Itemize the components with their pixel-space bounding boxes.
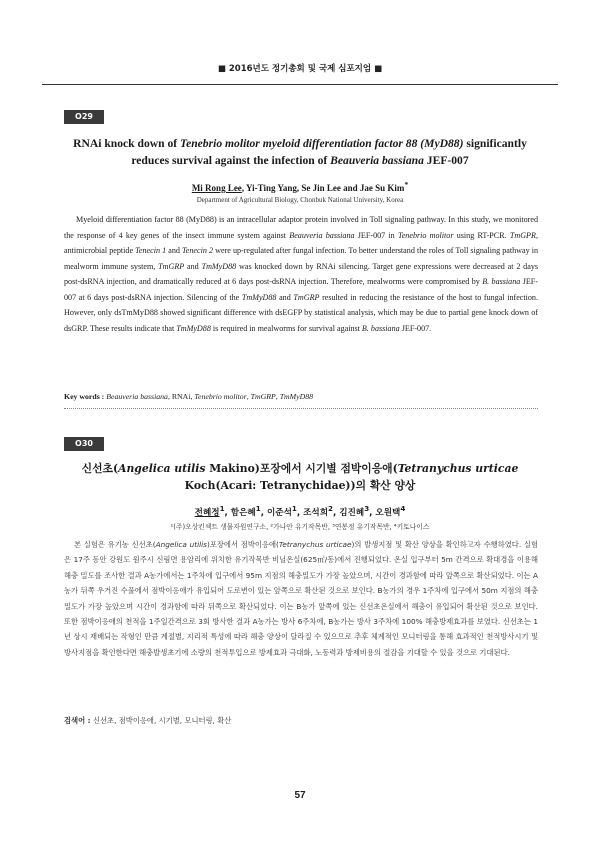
paper-authors: Mi Rong Lee, Yi-Ting Yang, Se Jin Lee and Jae Su Kim* <box>191 180 409 193</box>
paper-keywords <box>64 716 538 726</box>
keywords-list: 신선초, 점박이응애, 시기별, 모니터링, 확산 <box>92 716 232 725</box>
paper-authors: 전혜정$^1$, 함은혜$^1$, 이준석$^1$, 조석희$^2$, 김진혜$^3$, 오원택$^4$ <box>194 504 406 518</box>
paper-keywords <box>64 392 538 401</box>
paper-abstract: Myeloid differentiation factor 88 (MyD88) is an intracellular adaptor protein involved in Toll signaling pathway. In this study, we monitored the response of 4 key genes of the insect immune system against Beauveria bassiana JEF-007 in Tenebrio molitor using RT-PCR. TmGPR, antimicrobial peptide Tenecin 1 and Tenecin 2 were up-regulated after fungal infection. To better understand the roles of Toll signaling pathway in mealworm immune system, TmGRP and TmMyD88 was knocked down by RNAi silencing. Target gene expressions were decreased at 2 days post-dsRNA injection, and dramatically reduced at 6 days post-dsRNA injection. Therefore, mealworms were compromised by B. bassiana JEF-007 at 6 days post-dsRNA injection. Silencing of the TmMyD88 and TmGRP resulted in reducing the resistance of the host to fungal infection. However, only dsTmMyD88 showed significant difference with dsEGFP by statistical analysis, which may be due to partial gene knock down of dsGRP. These results indicate that TmMyD88 is required in mealworms for survival against B. bassiana JEF-007. <box>64 215 539 333</box>
keywords-label: Key words : <box>64 392 105 401</box>
page-header: ■ 2016년도 정기총회 및 국제 심포지엄 ■ <box>217 64 383 74</box>
paper-affiliation: ¹(주)오상킨섹트 생물자원연구소, ²가나안 유기작목반, ³연봉정 유기작목반, ⁴키토나이스 <box>170 523 430 531</box>
paper-abstract: 본 실험은 유기농 신선초(Angelica utilis)포장에서 점박이응애(Tetranychus urticae)의 발생지점 및 확산 양상을 확인하고자 수행하였다. 실험은 17주 동안 강원도 원주시 신림면 용암리에 위치한 유기작목반 비닐온실(625㎡/동)에서 진행되었다. 온실 입구부터 5m 간격으로 확대경을 이용해 해충 밀도를 조사한 결과 A농가에서는 1주차에 입구에서 95m 지점의 해충밀도가 가장 높았으며, 시간이 경과함에 따라 앞쪽으로 확산되었다. 이는 A농가 뒤쪽 우거진 수풀에서 점박이응애가 유입되어 도로변이 있는 앞쪽으로 확산된 것으로 보인다. B농가의 경우 1주차에 입구에서 50m 지점의 해충밀도가 가장 높았으며 시간이 경과함에 따라 뒤쪽으로 확산되었다. 이는 B농가 앞쪽에 있는 신선초온실에서 해충이 유입되어 확산된 것으로 보인다. 또한 점박이응애의 천적을 1주일간격으로 3회 방사한 결과 A농가는 방사 6주차에, B농가는 방사 3주차에 100% 해충방제효과를 보였다. 신선초는 1년 상시 재배되는 작형인 만큼 계절별, 지리적 특성에 따라 해충 양상이 달라질 수 있으므로 추후 체계적인 모니터링을 통해 효과적인 천적방사시기 및 방사지점을 확인한다면 해충발생초기에 소량의 천적투입으로 방제효과 극대화, 노동력과 방제비용의 절감을 기대할 수 있을 것으로 기대된다. <box>64 540 539 657</box>
keywords-label: 검색어 : <box>64 716 91 725</box>
paper-title: RNAi knock down of Tenebrio molitor myeloid differentiation factor 88 (MyD88) significantly reduces survival against the infection of Beauveria bassiana JEF-007 <box>73 137 527 167</box>
section-divider <box>64 408 538 409</box>
header-rule <box>42 84 558 85</box>
page-number: 57 <box>294 790 306 801</box>
paper-id-badge: O29 <box>64 110 104 124</box>
keywords-list: Beauveria bassiana, RNAi, Tenebrio molitor, TmGRP, TmMyD88 <box>106 392 314 401</box>
paper-id-badge: O30 <box>64 437 104 451</box>
paper-title: 신선초(Angelica utilis Makino)포장에서 시기별 점박이응애(Tetranychus urticae Koch(Acari: Tetranychidae))의 확산 양상 <box>81 462 519 492</box>
paper-affiliation: Department of Agricultural Biology, Chonbuk National University, Korea <box>196 196 404 204</box>
